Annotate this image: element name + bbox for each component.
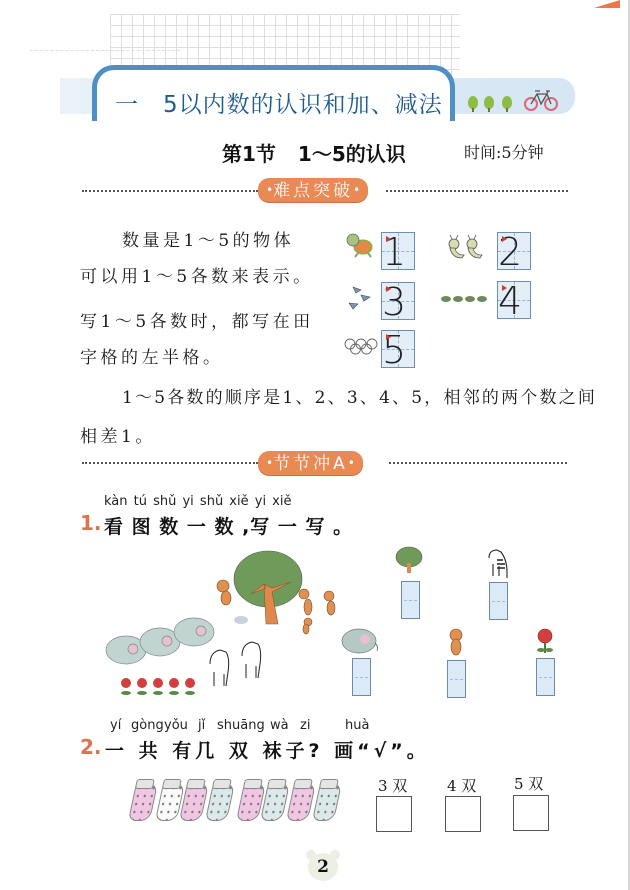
time-label: 时间:5分钟 — [464, 143, 544, 162]
animal-scene — [96, 544, 346, 700]
chapter-title-text: 5以内数的认识和加、减法 — [163, 92, 443, 118]
tree-icon — [484, 96, 494, 109]
question2-number: 2. — [80, 735, 102, 759]
turtle-icon — [346, 232, 374, 258]
bicycle-icon — [524, 88, 558, 112]
difficulty-pill: •难点突破• — [258, 178, 368, 202]
section-title — [222, 138, 406, 167]
practice-pill: •节节冲A• — [258, 451, 363, 475]
olympic-rings-icon — [344, 337, 380, 357]
flower-icon — [535, 628, 555, 656]
sock-icon — [286, 783, 316, 821]
answer-box-zebra[interactable] — [489, 582, 508, 620]
monkey-icon — [447, 628, 465, 656]
answer-box-flower[interactable] — [536, 658, 555, 696]
page-number-badge: 2 — [308, 853, 338, 881]
answer-box-elephant[interactable] — [352, 658, 371, 696]
sock-icon — [179, 783, 209, 821]
option-checkbox-5[interactable] — [513, 795, 549, 831]
sock-icon — [260, 783, 290, 821]
chapter-mark: 一 — [115, 92, 139, 118]
question2-text: 一 共 有几 双 袜子? 画“√”。 — [105, 740, 430, 762]
explanation-line: 写1～5各数时，都写在田 — [80, 312, 314, 332]
caterpillar-icon — [444, 234, 486, 260]
explanation-line: 可以用1～5各数来表示。 — [80, 267, 314, 287]
dotted-divider — [82, 190, 258, 192]
question1-pinyin: kàn tú shǔ yi shǔ xiě yi xiě — [104, 494, 292, 509]
sock-icon — [128, 783, 158, 821]
writing-grid-5: 5 — [381, 330, 415, 368]
answer-box-tree[interactable] — [401, 581, 420, 619]
flower-sprout-icon — [441, 293, 491, 305]
writing-grid-4: 4 — [497, 281, 531, 319]
option-checkbox-3[interactable] — [376, 796, 412, 832]
dotted-divider — [389, 462, 567, 464]
corner-tab-mark — [594, 0, 620, 8]
difficulty-pill-label: 难点突破 — [273, 181, 354, 201]
stroke-arrow-icon — [386, 286, 391, 292]
stroke-arrow-icon — [386, 334, 391, 340]
answer-box-monkey[interactable] — [447, 660, 466, 698]
bird-icon — [345, 283, 375, 313]
question1-number: 1. — [80, 511, 102, 535]
option-label-4: 4 双 — [447, 777, 477, 795]
elephant-icon — [341, 627, 381, 655]
order-explanation: 1～5各数的顺序是1、2、3、4、5，相邻的两个数之间 — [122, 388, 598, 408]
writing-grid-1: 1 — [381, 232, 415, 270]
chapter-title — [115, 86, 443, 119]
option-label-5: 5 双 — [514, 775, 544, 793]
option-label-3: 3 双 — [378, 777, 408, 795]
explanation-line: 数量是1～5的物体 — [122, 231, 295, 251]
grid-fade-line — [30, 50, 180, 52]
tree-icon — [393, 545, 425, 575]
section-number: 第1节 — [222, 142, 276, 166]
sock-icon — [312, 783, 342, 821]
practice-pill-label: 节节冲A — [273, 454, 348, 474]
tree-icon — [234, 551, 302, 624]
tree-icon — [468, 96, 478, 109]
dotted-divider — [386, 190, 568, 192]
explanation-line: 字格的左半格。 — [80, 348, 224, 368]
writing-grid-2: 2 — [497, 232, 531, 270]
sock-icon — [205, 783, 235, 821]
dotted-divider — [82, 462, 258, 464]
order-explanation-cont: 相差1。 — [80, 427, 156, 447]
stroke-arrow-icon — [386, 236, 391, 242]
question1-text: 看 图 数 一 数 ,写 一 写 。 — [104, 516, 354, 538]
stroke-arrow-icon — [502, 236, 507, 242]
tree-icon — [502, 96, 512, 109]
zebra-icon — [485, 548, 513, 580]
writing-grid-3: 3 — [381, 282, 415, 320]
stroke-arrow-icon — [502, 285, 507, 291]
option-checkbox-4[interactable] — [445, 796, 481, 832]
section-title-text: 1～5的认识 — [297, 142, 406, 166]
